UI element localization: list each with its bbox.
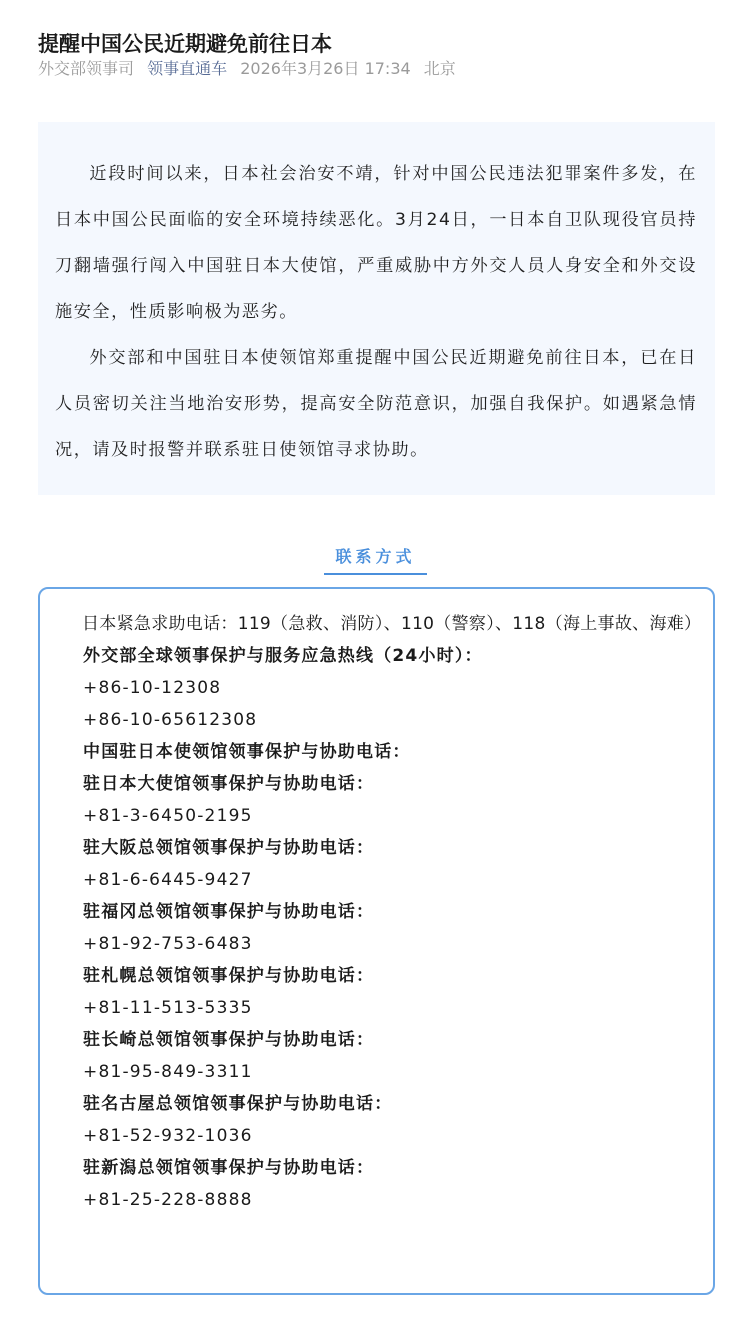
contact-label: 驻福冈总领馆领事保护与协助电话： (83, 902, 375, 922)
article-meta (38, 56, 708, 82)
emergency-numbers: 日本紧急求助电话：119（急救、消防）、110（警察）、118（海上事故、海难） (82, 614, 702, 634)
publish-location: 北京 (423, 59, 456, 78)
phone-number[interactable]: +81-11-513-5335 (83, 998, 253, 1018)
phone-number[interactable]: +81-92-753-6483 (83, 934, 253, 954)
phone-number[interactable]: +81-6-6445-9427 (83, 870, 253, 890)
account-link[interactable]: 领事直通车 (147, 59, 228, 78)
contact-box (38, 587, 715, 1295)
contact-label: 中国驻日本使领馆领事保护与协助电话： (83, 742, 411, 762)
contact-label: 驻大阪总领馆领事保护与协助电话： (83, 838, 375, 858)
phone-number[interactable]: +81-25-228-8888 (83, 1190, 253, 1210)
contact-heading: 联系方式 (324, 542, 427, 575)
phone-number[interactable]: +81-52-932-1036 (83, 1126, 253, 1146)
phone-number[interactable]: +81-95-849-3311 (83, 1062, 253, 1082)
source-name: 外交部领事司 (38, 59, 135, 78)
contact-list (55, 640, 697, 1216)
contact-label: 驻札幌总领馆领事保护与协助电话： (83, 966, 375, 986)
phone-number[interactable]: +86-10-65612308 (83, 710, 258, 730)
intro-section (38, 122, 715, 495)
contact-label: 驻新潟总领馆领事保护与协助电话： (83, 1158, 375, 1178)
phone-number[interactable]: +81-3-6450-2195 (83, 806, 253, 826)
article-title: 提醒中国公民近期避免前往日本 (38, 32, 332, 57)
phone-number[interactable]: +86-10-12308 (83, 678, 222, 698)
contact-label: 外交部全球领事保护与服务应急热线（24小时）： (83, 646, 483, 666)
contact-label: 驻日本大使馆领事保护与协助电话： (83, 774, 375, 794)
intro-paragraph: 外交部和中国驻日本使领馆郑重提醒中国公民近期避免前往日本，已在日人员密切关注当地治安形势，提高安全防范意识，加强自我保护。如遇紧急情况，请及时报警并联系驻日使领馆寻求协助。 (55, 348, 697, 460)
contact-label: 驻名古屋总领馆领事保护与协助电话： (83, 1094, 393, 1114)
publish-datetime: 2026年3月26日 17:34 (240, 59, 411, 78)
contact-label: 驻长崎总领馆领事保护与协助电话： (83, 1030, 375, 1050)
intro-paragraph: 近段时间以来，日本社会治安不靖，针对中国公民违法犯罪案件多发，在日本中国公民面临的安全环境持续恶化。3月24日，一日本自卫队现役官员持刀翻墙强行闯入中国驻日本大使馆，严重威胁中方外交人员人身安全和外交设施安全，性质影响极为恶劣。 (55, 164, 697, 322)
